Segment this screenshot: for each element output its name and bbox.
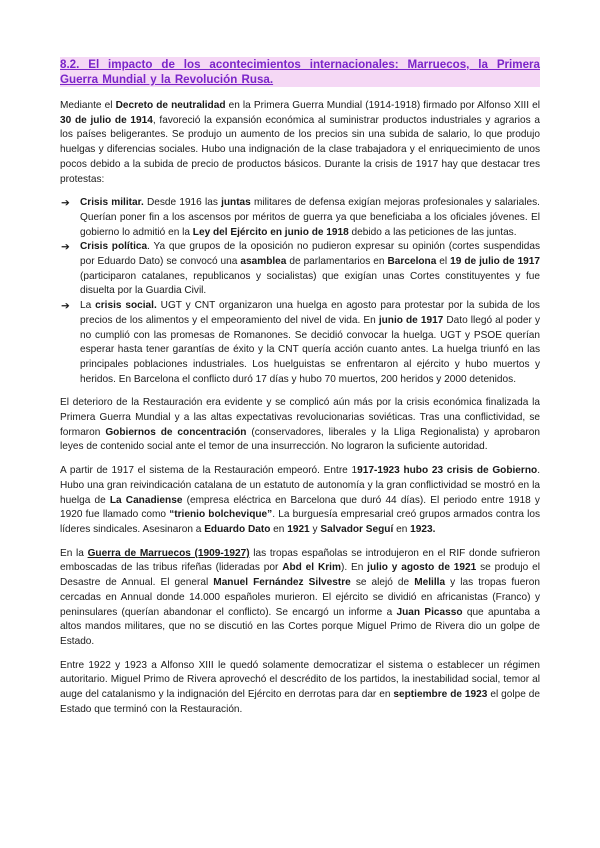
arrow-right-icon: ➔ — [61, 197, 70, 210]
bold-text: 1923. — [410, 523, 436, 535]
text: , favoreció la expansión económica al suministrar productos industriales y agrarios a los países beligerantes. Se produjo un aumento de los precios sin una subida de salario, lo que produjo huelgas y diferencias sociales. Hubo una indignación de la clase trabajadora y el enriquecimiento de unos pocos debido a la subida de precio de productos básicos. Durante la crisis de 1917 hay que destacar tres protestas: — [60, 114, 540, 185]
protests-list — [60, 196, 540, 387]
bold-text: septiembre de 1923 — [393, 689, 488, 701]
bold-text: “trienio bolchevique” — [169, 509, 273, 521]
text: La — [80, 300, 96, 312]
text: el golpe de Estado que terminó con la Restauración. — [60, 689, 540, 715]
text: (conservadores, liberales y la Lliga Regionalista) y aprobaron leyes de contenido social ante el temor de una insurrección. No lograron la suficiente autoridad. — [60, 426, 540, 453]
text: ). En — [340, 562, 368, 574]
bold-text: asamblea — [240, 256, 287, 268]
text: se produjo el Desastre de Annual. El general — [60, 562, 540, 589]
text: (empresa eléctrica en Barcelona que duró 44 días). El periodo entre 1918 y 1920 fue llamado como — [60, 494, 540, 521]
bold-text: Gobiernos de concentración — [105, 426, 247, 438]
text: Mediante el — [60, 100, 116, 111]
bold-text: Crisis política — [80, 241, 148, 253]
arrow-right-icon: ➔ — [61, 300, 70, 313]
text: (participaron catalanes, republicanos y socialistas) que exigían unas Cortes constituyentes y fue disuelta por la Guardia Civil. — [80, 270, 540, 297]
paragraph-restoration-deterioration — [60, 396, 540, 455]
bold-text: junio de 1917 — [378, 314, 444, 326]
text: en la Primera Guerra Mundial (1914-1918) firmado por Alfonso XIII el — [225, 100, 540, 111]
text: Entre 1922 y 1923 a Alfonso XIII le quedó solamente democratizar el sistema o establecer un régimen autoritario. Miguel Primo de Rivera aprovechó el descrédito de los partidos, la inestabilidad social, temor al auge del catalanismo y la indignación del Ejército en derrotas para dar en — [60, 659, 540, 701]
bold-underlined-text — [88, 548, 250, 559]
bold-text: Juan Picasso — [396, 606, 463, 618]
bold-text: 30 de julio de 1914 — [60, 114, 153, 126]
text: militares de defensa exigían mejoras profesionales y salariales. Querían poner fin a los ascensos por méritos de guerra ya que beneficiaba a los oficiales jóvenes. El gobierno lo admitió en la — [80, 197, 540, 238]
text: y — [309, 523, 321, 535]
bold-text: Ley del Ejército en junio de 1918 — [192, 226, 349, 238]
bold-text: Decreto de neutralidad — [115, 100, 226, 111]
paragraph-coup-detat — [60, 659, 540, 718]
list-item-political-crisis — [60, 240, 540, 299]
bold-text: La Canadiense — [109, 494, 183, 506]
text: las tropas españolas se introdujeron en el RIF donde sufrieron emboscadas de las tribus rifeñas (lideradas por — [60, 547, 541, 574]
bold-text: crisis social. — [95, 300, 157, 312]
paragraph-restoration-worsening — [60, 464, 540, 538]
bold-text: 19 de julio de 1917 — [450, 256, 541, 268]
bold-text: 1921 — [287, 523, 310, 535]
list-item-military-crisis — [60, 196, 540, 240]
text: . La burguesía empresarial creó grupos armados contra los líderes sindicales. Asesinaron a — [60, 509, 541, 535]
bold-text: Eduardo Dato — [204, 523, 271, 535]
text: y las tropas fueron cercadas en Annual donde 14.000 españoles murieron. El ejército se dividió en africanistas (Franco) y peninsulares (querían abandonar el conflicto). Se encargó un informe a — [60, 577, 540, 618]
bold-text: juntas — [221, 197, 251, 209]
text: . Hubo una gran reivindicación catalana de un estatuto de autonomía y la gran conflictividad se mostró en la huelga de — [60, 465, 540, 506]
list-item-social-crisis — [60, 299, 540, 387]
text: en — [393, 523, 411, 535]
text: El deterioro de la Restauración era evidente y se complicó aún más por la crisis económica finalizada la Primera Guerra Mundial y a las altas expectativas revolucionarias soviéticas. Tras una conflictividad, se formaron — [60, 397, 540, 438]
text: Dato llegó al poder y no cumplió con las promesas de Romanones. Se decidió convocar la huelga. UGT y PSOE querían esperar hasta tener garantías de éxito y la CNT quería acción cuanto antes. La huelga triunfó en las principales poblaciones industriales. Los huelguistas se enfrentaron al ejército y hubo muertos y heridos. En Barcelona el conflicto duró 17 días y hubo 70 muertos, 200 heridos y 2000 detenidos. — [80, 314, 541, 385]
bold-text: Manuel Fernández Silvestre — [213, 577, 351, 589]
bold-text: Crisis militar. — [80, 197, 144, 209]
text: el — [436, 256, 451, 268]
text: de parlamentarios en — [286, 256, 388, 268]
arrow-right-icon: ➔ — [61, 241, 70, 254]
section-title: 8.2. El impacto de los acontecimientos internacionales: Marruecos, la Primera Guerra Mundial y la Revolución Rusa. — [60, 58, 540, 86]
bold-text: 917-1923 hubo 23 crisis de Gobierno — [357, 465, 538, 477]
text: A partir de 1917 el sistema de la Restauración empeoró. Entre 1 — [60, 465, 358, 477]
intro-paragraph — [60, 99, 540, 187]
bold-text: Barcelona — [387, 256, 437, 268]
bold-text: Salvador Seguí — [320, 523, 394, 535]
text: Desde 1916 las — [143, 197, 222, 209]
text: UGT y CNT organizaron una huelga en agosto para protestar por la subida de los precios de los alimentos y el empeoramiento del nivel de vida. En — [80, 300, 540, 326]
text: . Ya que grupos de la oposición no pudieron expresar su opinión (cortes suspendidas por Eduardo Dato) se convocó una — [80, 241, 540, 268]
text: en — [270, 523, 288, 535]
bold-text: julio y agosto de 1921 — [367, 562, 477, 574]
text: se alejó de — [350, 577, 415, 589]
bold-text: Melilla — [414, 577, 446, 589]
paragraph-morocco-war — [60, 547, 540, 650]
bold-text: Abd el Krim — [282, 562, 341, 574]
text: que apuntaba a altos mandos militares, que no se discutió en las Cortes porque Miguel Primo de Rivera dio un golpe de Estado. — [60, 606, 540, 647]
text: En la — [60, 547, 88, 559]
text: debido a las peticiones de las juntas. — [348, 226, 517, 238]
underlined-text: Guerra de Marruecos (1909-1927) — [87, 547, 250, 559]
